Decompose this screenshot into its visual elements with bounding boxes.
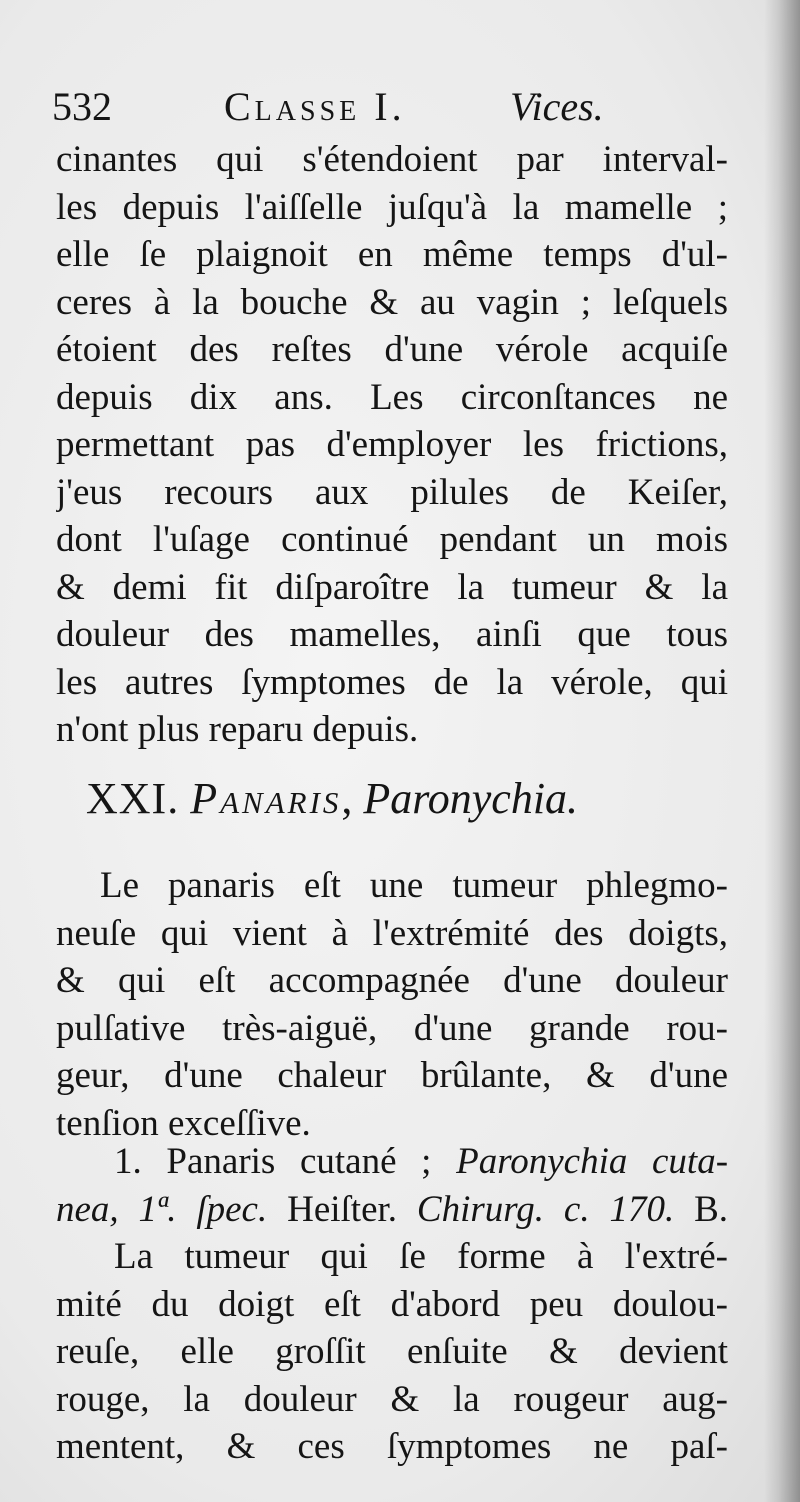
text-line: les autres ſymptomes de la vérole, qui [56,661,728,703]
text-line: rouge, la douleur & la rougeur aug- [56,1378,728,1420]
text-line: étoient des reſtes d'une vérole acquiſe [56,329,728,370]
text-line: ceres à la bouche & au vagin ; leſquels [56,281,728,323]
text-line: & qui eſt accompagnée d'une douleur [56,960,728,1001]
text-line: geur, d'une chaleur brûlante, & d'une [56,1055,728,1096]
section-separator: , [341,774,353,823]
header-section: Vices. [510,84,604,129]
reference-work: Chirurg. c. 170. [416,1188,675,1230]
reference-letter: B. [694,1188,728,1230]
text-line: permettant pas d'employer les frictions, [56,424,728,465]
paragraph-continuation [56,136,728,754]
text-line: & demi fit diſparoître la tumeur & la [56,566,728,608]
text-line: depuis dix ans. Les circonſtances ne [56,376,728,418]
page-number: 532 [52,84,112,129]
running-header [52,78,742,136]
section-latin-name: Paronychia. [363,774,579,823]
text-line: La tumeur qui ſe forme à l'extré- [114,1236,728,1277]
species-latin: Paronychia cuta- [456,1141,728,1182]
text-line: neuſe qui vient à l'extrémité des doigts, [56,912,728,954]
text-line: cinantes qui s'étendoient par interval- [56,139,728,180]
text-line: pulſative très-aiguë, d'une grande rou- [56,1007,728,1049]
species-title-line [56,1138,728,1186]
text-line: douleur des mamelles, ainſi que tous [56,614,728,655]
section-number: XXI. [86,774,180,823]
section-heading [86,770,726,828]
text-line: n'ont plus reparu depuis. [56,709,419,750]
text-line: tenſion exceſſive. [56,1102,311,1144]
header-title: Classe I. [224,84,406,129]
text-line: Le panaris eſt une tumeur phlegmo- [100,865,728,906]
text-line: reuſe, elle groſſit enſuite & devient [56,1331,728,1372]
species-title: 1. Panaris cutané ; [114,1141,432,1182]
text-line: mentent, & ces ſymptomes ne paſ- [56,1426,728,1467]
text-line: elle ſe plaignoit en même temps d'ul- [56,234,728,275]
species-reference-line [56,1186,728,1234]
section-name: Panaris [190,774,342,823]
text-line: dont l'uſage continué pendant un mois [56,519,728,560]
text-line: j'eus recours aux pilules de Keiſer, [56,471,728,513]
reference-latin: nea, 1ª. ſpec. [56,1188,268,1230]
text-line: mité du doigt eſt d'abord peu doulou- [56,1283,728,1325]
species-paragraph [56,1138,728,1471]
text-line: les depuis l'aiſſelle juſqu'à la mamelle ; [56,186,728,228]
reference-author: Heiſter. [287,1188,398,1230]
definition-paragraph [56,862,728,1147]
page-gutter-shadow [764,0,800,1502]
